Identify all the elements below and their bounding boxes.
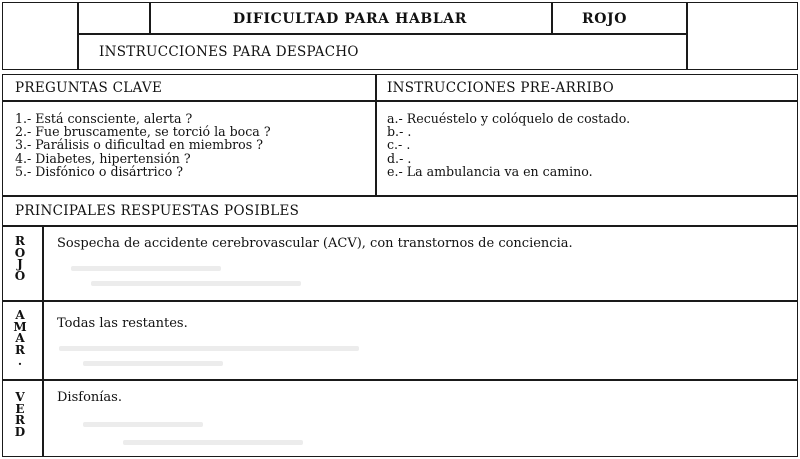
bleed-through-line: [91, 281, 301, 286]
response-row-green-text: Disfonías.: [57, 390, 122, 405]
instruction-item: c.- .: [387, 137, 411, 153]
responses-heading: PRINCIPALES RESPUESTAS POSIBLES: [15, 203, 300, 219]
key-questions-cell: [2, 100, 377, 197]
label-letter: O: [14, 245, 26, 260]
bleed-through-line: [83, 422, 203, 427]
document-title: DIFICULTAD PARA HABLAR: [233, 11, 467, 27]
label-letter: R: [15, 234, 25, 248]
label-letter: V: [15, 390, 25, 404]
label-letter: M: [13, 319, 27, 334]
instruction-item: d.- .: [387, 150, 412, 166]
response-row-green-text-cell: [42, 379, 798, 457]
label-letter: R: [15, 413, 25, 427]
question-item: 2.- Fue bruscamente, se torció la boca ?: [15, 124, 271, 140]
response-row-amber-label-cell: [2, 300, 44, 381]
header-title-cell: [149, 2, 553, 35]
header-color-cell: [551, 2, 688, 35]
pre-arrival-list: [387, 112, 630, 178]
instruction-item: a.- Recuéstelo y colóquelo de costado.: [387, 111, 631, 126]
response-row-green-label-cell: [2, 379, 44, 457]
key-questions-list: [15, 112, 271, 178]
question-item: 5.- Disfónico o disártrico ?: [15, 163, 184, 179]
label-letter: A: [15, 308, 25, 322]
header-subtitle-cell: [77, 33, 688, 70]
question-item: 3.- Parálisis o dificultad en miembros ?: [15, 137, 263, 153]
response-row-amber-text-cell: [42, 300, 798, 381]
question-item: 4.- Diabetes, hipertensión ?: [15, 150, 191, 166]
label-letter: .: [17, 354, 23, 368]
dispatch-instructions-title: INSTRUCCIONES PARA DESPACHO: [99, 44, 359, 60]
label-letter: E: [15, 401, 25, 416]
label-letter: D: [14, 424, 26, 439]
header-code-blank: [77, 2, 151, 35]
bleed-through-line: [59, 346, 359, 351]
bleed-through-line: [123, 440, 303, 445]
response-row-red-text-cell: [42, 225, 798, 302]
bleed-through-line: [83, 361, 223, 366]
response-row-red-label: [11, 236, 29, 282]
question-item: 1.- Está consciente, alerta ?: [15, 111, 193, 126]
key-questions-heading: PREGUNTAS CLAVE: [15, 80, 163, 96]
header-right-blank: [686, 2, 798, 70]
color-code: ROJO: [582, 11, 628, 27]
key-questions-heading-cell: [2, 74, 377, 102]
response-row-green-label: [11, 392, 29, 438]
label-letter: J: [17, 257, 23, 271]
response-row-amber-text: Todas las restantes.: [57, 316, 188, 331]
label-letter: O: [14, 268, 26, 283]
pre-arrival-heading-cell: [375, 74, 798, 102]
label-letter: R: [15, 342, 25, 357]
response-row-amber-label: [11, 310, 29, 368]
response-row-red-label-cell: [2, 225, 44, 302]
header-left-blank: [2, 2, 79, 70]
pre-arrival-cell: [375, 100, 798, 197]
responses-heading-cell: [2, 195, 798, 227]
instruction-item: b.- .: [387, 124, 412, 140]
pre-arrival-heading: INSTRUCCIONES PRE-ARRIBO: [387, 80, 614, 96]
bleed-through-line: [71, 266, 221, 271]
label-letter: A: [15, 331, 25, 345]
instruction-item: e.- La ambulancia va en camino.: [387, 163, 593, 179]
response-row-red-text: Sospecha de accidente cerebrovascular (ACV), con transtornos de conciencia.: [57, 236, 573, 251]
